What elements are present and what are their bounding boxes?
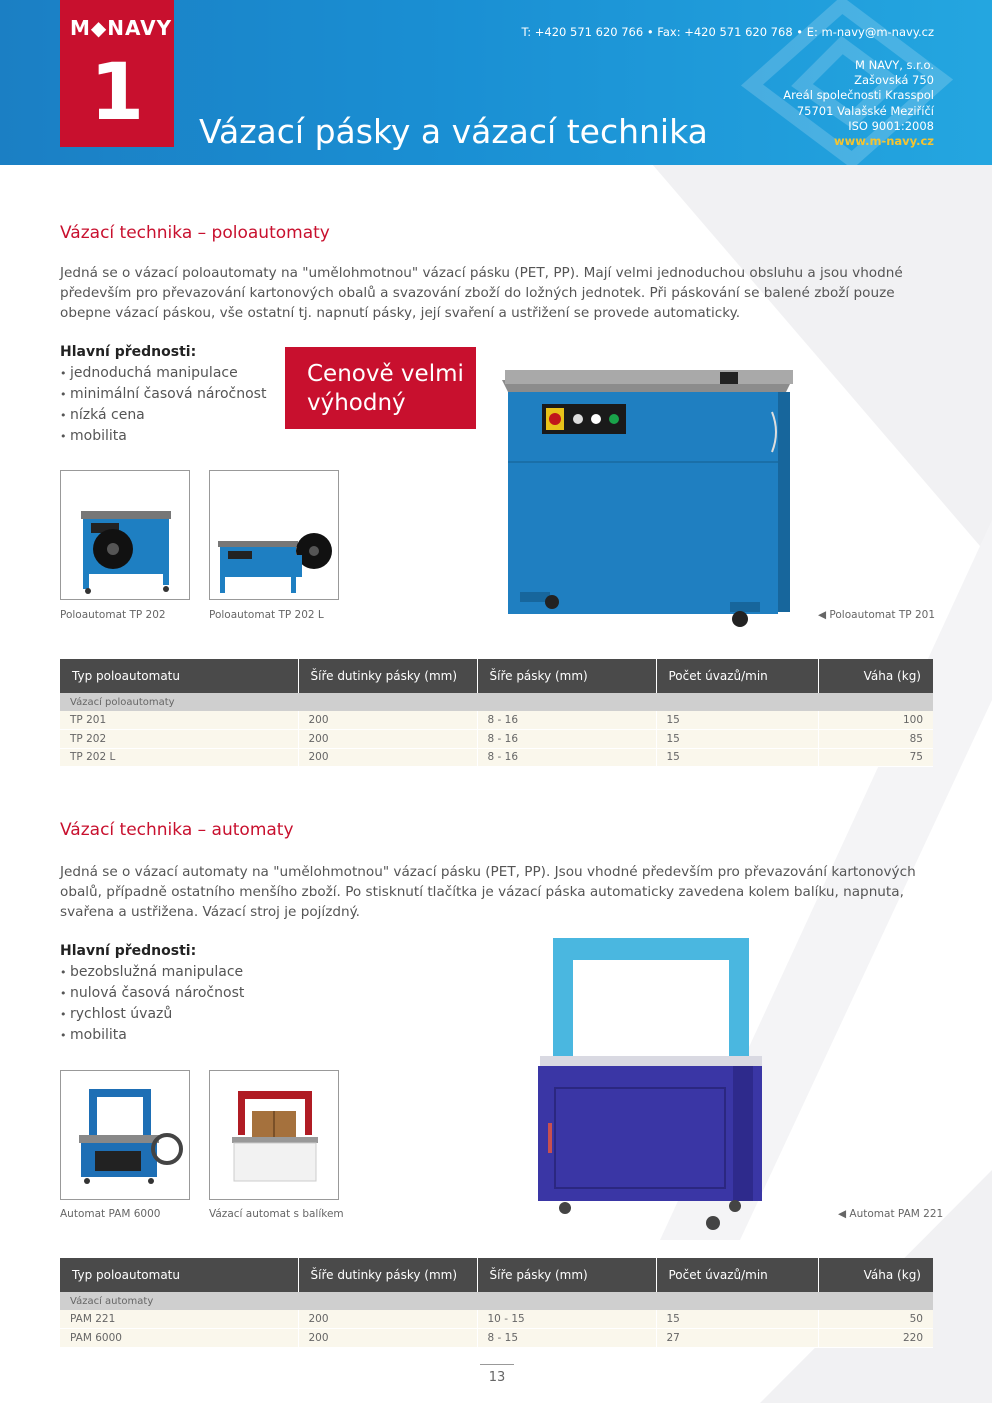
table-cell: 8 - 15 (477, 1329, 656, 1348)
section-paragraph: Jedná se o vázací poloautomaty na "umělohmotnou" vázací pásku (PET, PP). Mají velmi jednoduchou obsluhu a jsou vhodné především pro převazování kartonových obalů a svazování zboží do ložných jednotek. Při páskování se balené zboží pouze obepne vázací páskou, vše ostatní tj. napnutí pásky, její svaření a ustřižení se provede automaticky. (60, 265, 903, 321)
address-line: 75701 Valašské Meziříčí (796, 103, 934, 118)
table-cell: 8 - 16 (477, 730, 656, 749)
advantages-list (60, 962, 244, 1046)
table-cell: 27 (656, 1329, 818, 1348)
table-group-row (60, 1292, 933, 1310)
address-line: ISO 9001:2008 (848, 118, 934, 133)
table-cell: 200 (298, 730, 477, 749)
list-item: • mobilita (60, 426, 266, 447)
table-cell: 100 (818, 711, 933, 730)
section-title-semiautomatic: Vázací technika – poloautomaty (60, 223, 330, 243)
strapping-machine-image (210, 471, 339, 600)
page-header (0, 0, 992, 165)
strapping-machine-image (210, 1071, 339, 1200)
list-item: • nízká cena (60, 405, 266, 426)
page-number: 13 (480, 1364, 514, 1385)
table-cell: PAM 6000 (60, 1329, 298, 1348)
table-cell: TP 202 L (60, 748, 298, 767)
list-item: • bezobslužná manipulace (60, 962, 244, 983)
website-link[interactable]: www.m-navy.cz (833, 134, 934, 149)
table-cell: 8 - 16 (477, 711, 656, 730)
image-caption: Poloautomat TP 202 L (209, 609, 324, 621)
promo-line: Cenově velmi (307, 361, 464, 387)
table-cell: 15 (656, 711, 818, 730)
product-thumb-tp202[interactable] (60, 470, 190, 600)
table-cell: PAM 221 (60, 1310, 298, 1329)
table-header: Šíře dutinky pásky (mm) (298, 1258, 477, 1292)
product-image-pam221 (535, 938, 767, 1232)
image-caption: Poloautomat TP 202 (60, 609, 166, 621)
chapter-box (60, 0, 174, 147)
page-title: Vázací pásky a vázací technika (199, 112, 708, 151)
price-promo-badge (285, 347, 476, 429)
table-row (60, 711, 933, 730)
product-thumb-tp202l[interactable] (209, 470, 339, 600)
list-item: • mobilita (60, 1025, 244, 1046)
table-row (60, 730, 933, 749)
list-item: • minimální časová náročnost (60, 384, 266, 405)
image-caption: Vázací automat s balíkem (209, 1208, 344, 1220)
table-cell: 85 (818, 730, 933, 749)
table-cell: 200 (298, 748, 477, 767)
table-header-row (60, 659, 933, 693)
chapter-number: 1 (89, 48, 145, 138)
strapping-machine-image (61, 1071, 190, 1200)
product-thumb-pam6000[interactable] (60, 1070, 190, 1200)
table-group-row (60, 693, 933, 711)
advantages-heading: Hlavní přednosti: (60, 943, 197, 959)
table-header: Šíře pásky (mm) (477, 1258, 656, 1292)
table-cell: 15 (656, 730, 818, 749)
company-address (783, 58, 934, 149)
table-header: Váha (kg) (818, 1258, 933, 1292)
table-cell: 10 - 15 (477, 1310, 656, 1329)
image-caption: ◀ Automat PAM 221 (838, 1208, 944, 1220)
table-header: Počet úvazů/min (656, 1258, 818, 1292)
table-cell: 220 (818, 1329, 933, 1348)
table-cell: 200 (298, 711, 477, 730)
table-cell: 75 (818, 748, 933, 767)
image-caption: ◀ Poloautomat TP 201 (818, 609, 936, 621)
table-group-label: Vázací poloautomaty (60, 693, 933, 711)
list-item: • jednoduchá manipulace (60, 363, 266, 384)
table-header: Typ poloautomatu (60, 1258, 298, 1292)
address-line: Areál společnosti Krasspol (783, 88, 934, 103)
table-header: Počet úvazů/min (656, 659, 818, 693)
list-item: • nulová časová náročnost (60, 983, 244, 1004)
image-caption: Automat PAM 6000 (60, 1208, 161, 1220)
table-cell: 15 (656, 1310, 818, 1329)
table-cell: 15 (656, 748, 818, 767)
table-cell: 8 - 16 (477, 748, 656, 767)
promo-line: výhodný (307, 390, 406, 416)
table-row (60, 748, 933, 767)
table-cell: 200 (298, 1310, 477, 1329)
contact-line: T: +420 571 620 766 • Fax: +420 571 620 768 • E: m-navy@m-navy.cz (521, 25, 934, 39)
table-header-row (60, 1258, 933, 1292)
address-line: Zašovská 750 (854, 73, 934, 88)
table-cell: 200 (298, 1329, 477, 1348)
table-header: Typ poloautomatu (60, 659, 298, 693)
brand-logo: M◆NAVY (70, 16, 173, 40)
table-header: Šíře pásky (mm) (477, 659, 656, 693)
table-group-label: Vázací automaty (60, 1292, 933, 1310)
advantages-heading: Hlavní přednosti: (60, 344, 197, 360)
specs-table-semiautomatic (60, 659, 933, 767)
address-line: M NAVY, s.r.o. (855, 58, 934, 72)
section-title-automatic: Vázací technika – automaty (60, 820, 294, 840)
section-paragraph: Jedná se o vázací automaty na "umělohmotnou" vázací pásku (PET, PP). Jsou vhodné především pro převazování kartonových obalů, případně ostatního menšího zboží. Po stisknutí tlačítka je vázací páska automaticky zavedena kolem balíku, napnuta, svařena a ustřižena. Vázací stroj je pojízdný. (60, 864, 916, 920)
table-cell: TP 201 (60, 711, 298, 730)
list-item: • rychlost úvazů (60, 1004, 244, 1025)
table-row (60, 1329, 933, 1348)
table-cell: TP 202 (60, 730, 298, 749)
product-thumb-automat-with-box[interactable] (209, 1070, 339, 1200)
advantages-list (60, 363, 266, 447)
table-header: Šíře dutinky pásky (mm) (298, 659, 477, 693)
table-cell: 50 (818, 1310, 933, 1329)
table-row (60, 1310, 933, 1329)
strapping-machine-image (61, 471, 190, 600)
product-image-tp201 (500, 362, 795, 630)
specs-table-automatic (60, 1258, 933, 1348)
table-header: Váha (kg) (818, 659, 933, 693)
